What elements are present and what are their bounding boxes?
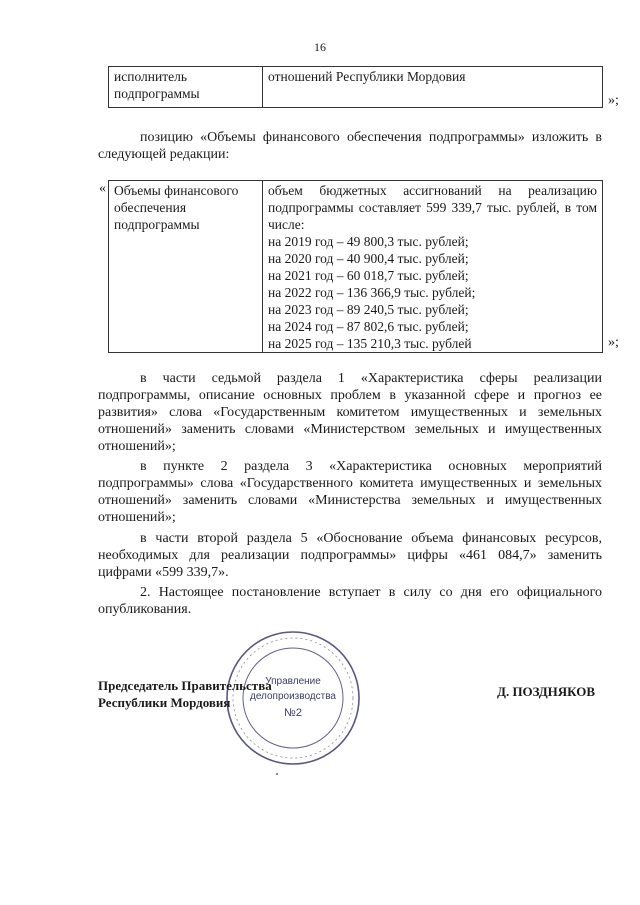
stamp-line3: №2 <box>284 707 302 719</box>
paragraph-effective-date: 2. Настоящее постановление вступает в силу со дня его официального опубликования. <box>98 585 602 617</box>
signatory-title-line1: Председатель Правительства <box>98 678 272 693</box>
funding-label: Объемы финансового обеспечения подпрограммы <box>109 181 263 353</box>
signatory-title <box>98 677 272 711</box>
funding-year-2023: на 2023 год – 89 240,5 тыс. рублей; <box>268 302 469 317</box>
funding-details <box>263 181 603 353</box>
paragraph-section5: в части второй раздела 5 «Обоснование объема финансовых ресурсов, необходимых для реализации подпрограммы» цифры «461 084,7» заменить цифрами «599 339,7». <box>98 531 602 580</box>
executor-value: отношений Республики Мордовия <box>263 67 603 108</box>
funding-year-2024: на 2024 год – 87 802,6 тыс. рублей; <box>268 319 469 334</box>
executor-label: исполнитель подпрограммы <box>109 67 263 108</box>
funding-year-2022: на 2022 год – 136 366,9 тыс. рублей; <box>268 285 476 300</box>
funding-table <box>108 180 603 353</box>
funding-year-2021: на 2021 год – 60 018,7 тыс. рублей; <box>268 268 469 283</box>
signatory-title-line2: Республики Мордовия <box>98 695 231 710</box>
stamp-line2: делопроизводства <box>249 691 337 702</box>
funding-year-2020: на 2020 год – 40 900,4 тыс. рублей; <box>268 251 469 266</box>
funding-total: объем бюджетных ассигнований на реализацию подпрограммы составляет 599 339,7 тыс. рублей, в том числе: <box>268 183 597 232</box>
funding-year-2025: на 2025 год – 135 210,3 тыс. рублей <box>268 336 472 351</box>
signatory-name: Д. ПОЗДНЯКОВ <box>497 684 596 699</box>
paragraph-section3: в пункте 2 раздела 3 «Характеристика основных мероприятий подпрограммы» слова «Государственного комитета имущественных и земельных отношений» заменить словами «Министерства земельных и имущественных отношений»; <box>98 459 602 525</box>
table2-opening-quote: « <box>99 181 106 196</box>
executor-table <box>108 66 603 108</box>
table2-closing-quote: »; <box>608 335 619 350</box>
scan-speck <box>276 773 278 775</box>
paragraph-section1: в части седьмой раздела 1 «Характеристика сферы реализации подпрограммы, описание основных проблем в указанной сфере и прогноз ее развития» слова «Государственным комитетом имущественных и земельных отношений» заменить словами «Министерством земельных и имущественных отношений»; <box>98 371 602 454</box>
funding-year-2019: на 2019 год – 49 800,3 тыс. рублей; <box>268 234 469 249</box>
intro-paragraph: позицию «Объемы финансового обеспечения подпрограммы» изложить в следующей редакции: <box>98 130 602 162</box>
page-number: 16 <box>314 40 326 54</box>
stamp-line1: Управление <box>265 676 321 687</box>
table1-closing-quote: »; <box>608 93 619 108</box>
